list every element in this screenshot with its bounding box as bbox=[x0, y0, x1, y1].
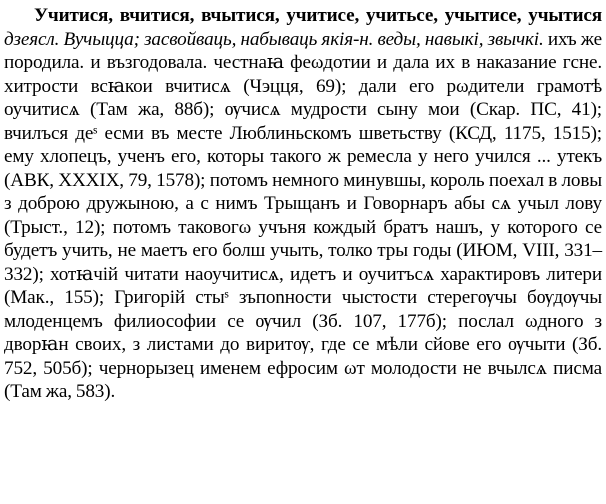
entry-citations: ихъ же породила. и възгодовала. честнаꙗ феωдотии и дала их в наказание гсне. хитрости всꙗкои вчитисѧ (Чэцця, 69); дали его рωдители грамотѣ оучитисѧ (Там жа, 88б); ѹчисѧ мудрости сыну мои (Скар. ПС, 41); вчилъся деˢ есми въ месте Люблиньскомъ шветьству (КСД, 1175, 1515); ему хлопецъ, ученъ его, которы такого ж ремесла у него учился ... утекъ (АВК, XXXIX, 79, 1578); потомъ немного минувшы, король поехал в ловы з доброю дружыною, а с нимъ Трыщанъ и Говорнаръ абы сѧ учыл лову (Трыст., 12); потомъ таковогω учъня кождый братъ нашъ, у которого се будетъ учить, не маетъ его болш учыть, толко тры годы (ИЮМ, VIII, 331–332); хотꙗчій читати наоучитисѧ, идетъ и оучитъсѧ характировъ литери (Мак., 155); Григорій стыˢ зъпоnности чыстости стерегѹчы бѹдѹчы млоденцемъ филиософии се ѹчил (Зб. 107, 177б); послал ωдного з дворꙗн своих, з листами до виритѹ, где се мѣли сйове его ѹчыти (Зб. 752, 505б); чернорызец именем ефросим ωт молодости не вчылсѧ писма (Там жа, 583). bbox=[4, 28, 602, 402]
entry-headword: Учитися, вчитися, вчытися, учитисе, учитьсе, учытисе, учытися bbox=[34, 5, 602, 26]
dictionary-entry bbox=[4, 4, 602, 404]
entry-gloss: дзеясл. Вучыцца; засвойваць, набываць якія-н. веды, навыкі, звычкі. bbox=[4, 28, 544, 50]
